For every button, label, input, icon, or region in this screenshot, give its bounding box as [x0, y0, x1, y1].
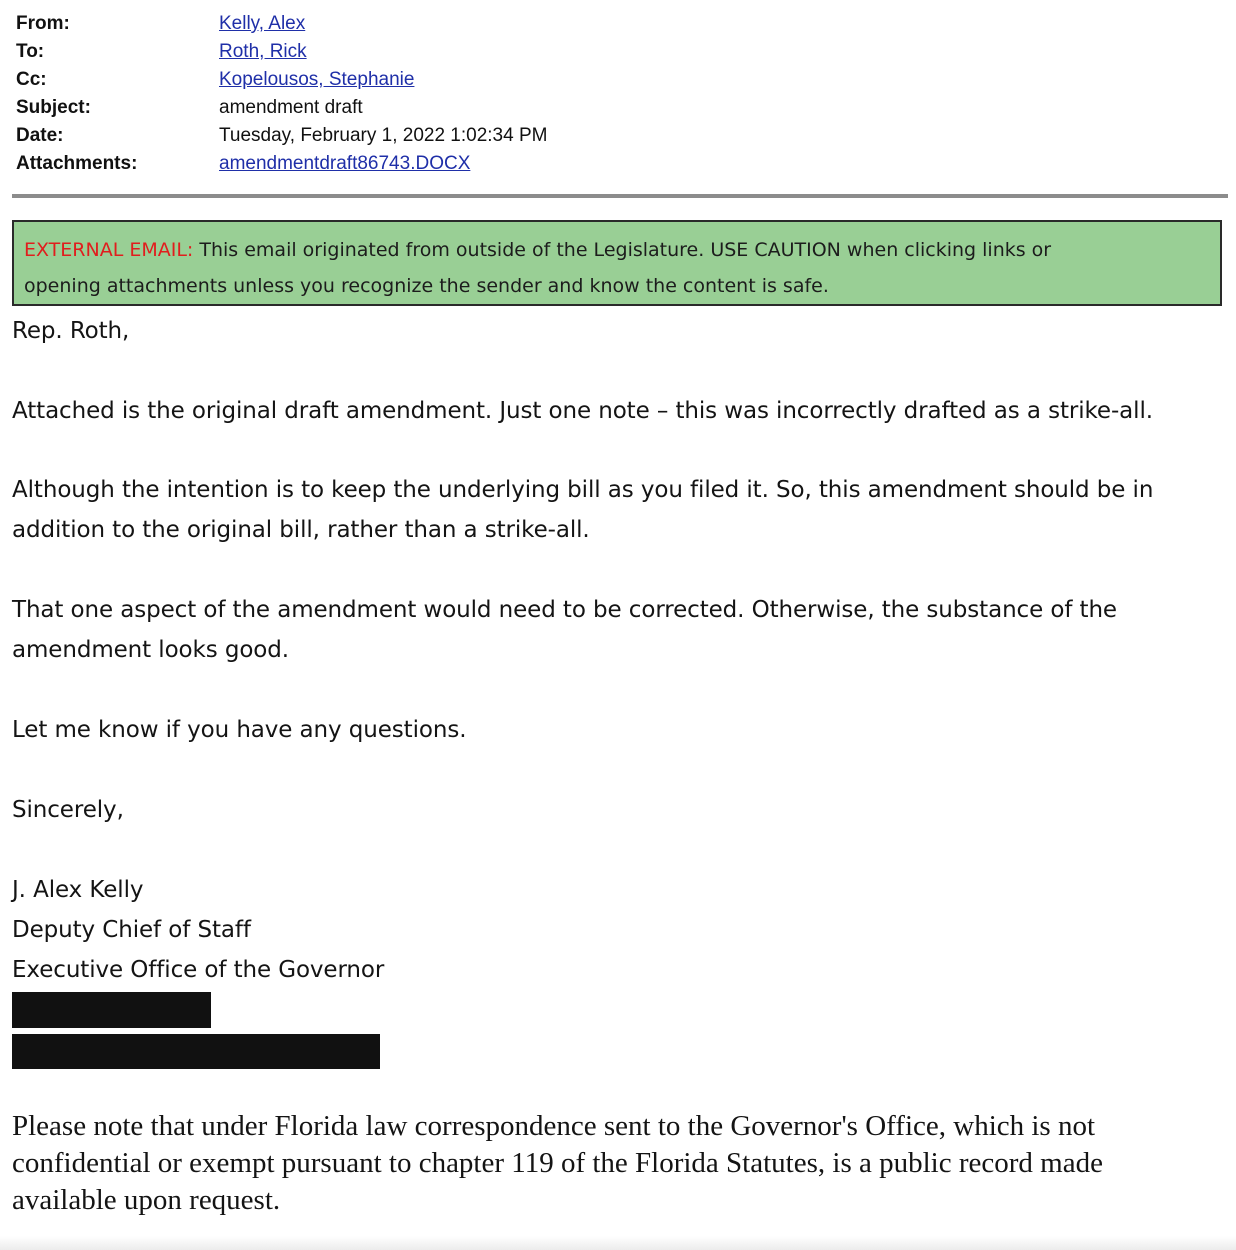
redaction-block-2 [12, 1034, 380, 1069]
to-link[interactable]: Roth, Rick [219, 41, 307, 62]
signature-name: J. Alex Kelly [12, 877, 144, 903]
paragraph-4: Let me know if you have any questions. [12, 717, 467, 743]
banner-label: EXTERNAL EMAIL: [24, 239, 194, 261]
header-row-subject [16, 94, 916, 122]
cc-label: Cc: [16, 69, 47, 90]
to-label: To: [16, 41, 45, 62]
disclaimer-line-2: confidential or exempt pursuant to chapter 119 of the Florida Statutes, is a public record made [12, 1147, 1103, 1179]
paragraph-1: Attached is the original draft amendment. Just one note – this was incorrectly drafted as a strike-all. [12, 398, 1153, 424]
subject-label: Subject: [16, 97, 91, 118]
from-link[interactable]: Kelly, Alex [219, 13, 306, 34]
disclaimer-line-1: Please note that under Florida law correspondence sent to the Governor's Office, which is not [12, 1110, 1096, 1142]
banner-text-1: This email originated from outside of the Legislature. USE CAUTION when clicking links or [193, 239, 1052, 261]
paragraph-3-line-1: That one aspect of the amendment would need to be corrected. Otherwise, the substance of the [12, 597, 1117, 623]
banner-line-1 [24, 232, 1210, 268]
paragraph-2-line-1: Although the intention is to keep the underlying bill as you filed it. So, this amendment should be in [12, 477, 1154, 503]
subject-value: amendment draft [219, 97, 363, 118]
date-label: Date: [16, 125, 64, 146]
header-row-to [16, 38, 916, 66]
cc-link[interactable]: Kopelousos, Stephanie [219, 69, 415, 90]
public-record-disclaimer [12, 1108, 1228, 1219]
banner-text-2: opening attachments unless you recognize the sender and know the content is safe. [24, 275, 829, 297]
attachment-link[interactable]: amendmentdraft86743.DOCX [219, 153, 471, 174]
header-row-cc [16, 66, 916, 94]
header-divider [12, 194, 1228, 198]
signature-office: Executive Office of the Governor [12, 957, 385, 983]
email-header [16, 10, 916, 178]
disclaimer-line-3: available upon request. [12, 1184, 281, 1216]
page-bottom-edge [0, 1236, 1236, 1250]
paragraph-3-line-2: amendment looks good. [12, 637, 289, 663]
redaction-block-1 [12, 992, 211, 1028]
paragraph-2-line-2: addition to the original bill, rather than a strike-all. [12, 517, 590, 543]
date-value: Tuesday, February 1, 2022 1:02:34 PM [219, 125, 548, 146]
greeting: Rep. Roth, [12, 318, 130, 344]
closing: Sincerely, [12, 797, 124, 823]
signature-title: Deputy Chief of Staff [12, 917, 251, 943]
attachments-label: Attachments: [16, 153, 138, 174]
header-row-attachments [16, 150, 916, 178]
from-label: From: [16, 13, 70, 34]
header-row-date [16, 122, 916, 150]
external-email-banner [12, 220, 1222, 306]
header-row-from [16, 10, 916, 38]
